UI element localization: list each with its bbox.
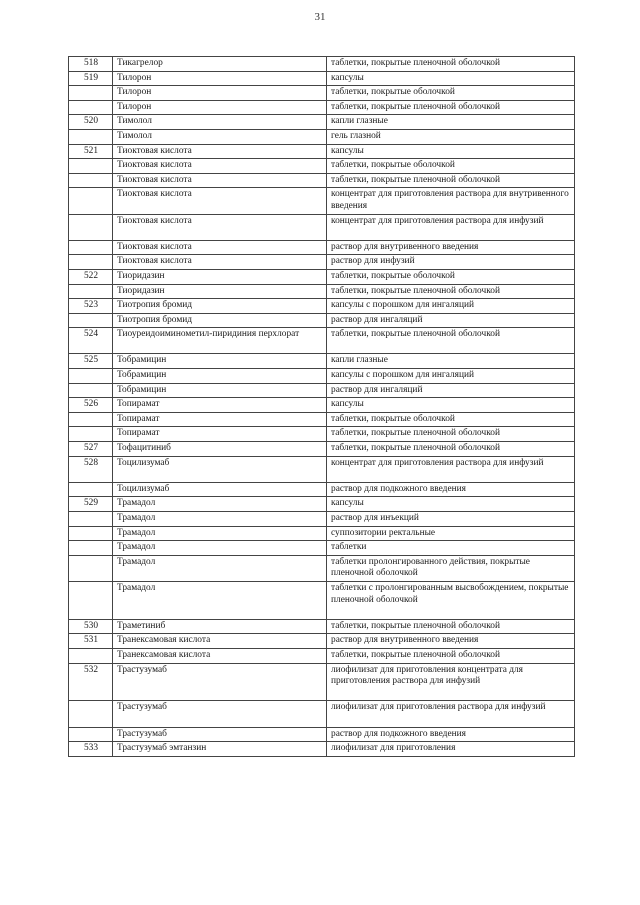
drug-name-cell: Тоцилизумаб [113,482,327,497]
table-row [69,188,575,214]
drug-name-cell: Тиоридазин [113,269,327,284]
row-number-cell: 528 [69,456,113,482]
row-number-cell: 530 [69,619,113,634]
dosage-form-cell: раствор для инфузий [327,255,575,270]
drug-name-cell: Тиоктовая кислота [113,240,327,255]
table-row [69,299,575,314]
table-row [69,581,575,619]
dosage-form-cell: раствор для инъекций [327,512,575,527]
table-row [69,648,575,663]
dosage-form-cell: суппозитории ректальные [327,526,575,541]
drug-name-cell: Топирамат [113,412,327,427]
table-row [69,383,575,398]
row-number-cell: 519 [69,71,113,86]
dosage-form-cell: концентрат для приготовления раствора для инфузий [327,456,575,482]
table-row [69,512,575,527]
table-row [69,541,575,556]
drug-name-cell: Тимолол [113,129,327,144]
drug-name-cell: Тобрамицин [113,369,327,384]
row-number-cell: 533 [69,742,113,757]
table-row [69,442,575,457]
dosage-form-cell: лиофилизат для приготовления концентрата для приготовления раствора для инфузий [327,663,575,701]
dosage-form-cell: таблетки, покрытые пленочной оболочкой [327,648,575,663]
table-row [69,100,575,115]
row-number-cell: 524 [69,328,113,354]
row-number-cell [69,482,113,497]
drug-name-cell: Тиоктовая кислота [113,255,327,270]
row-number-cell [69,427,113,442]
row-number-cell: 523 [69,299,113,314]
table-row [69,526,575,541]
drug-name-cell: Трастузумаб [113,727,327,742]
drug-name-cell: Трамадол [113,512,327,527]
table-row [69,214,575,240]
dosage-form-cell: капли глазные [327,115,575,130]
dosage-form-cell: таблетки пролонгированного действия, покрытые пленочной оболочкой [327,555,575,581]
row-number-cell [69,86,113,101]
table-row [69,398,575,413]
row-number-cell [69,129,113,144]
dosage-form-cell: капсулы [327,497,575,512]
table-row [69,284,575,299]
page-number: 31 [314,11,326,23]
table-row [69,412,575,427]
dosage-form-cell: капсулы с порошком для ингаляций [327,369,575,384]
table-row [69,663,575,701]
dosage-form-cell: таблетки, покрытые пленочной оболочкой [327,328,575,354]
row-number-cell: 521 [69,144,113,159]
dosage-form-cell: раствор для внутривенного введения [327,634,575,649]
drug-name-cell: Транексамовая кислота [113,648,327,663]
dosage-form-cell: таблетки, покрытые пленочной оболочкой [327,427,575,442]
drug-name-cell: Тобрамицин [113,354,327,369]
drug-name-cell: Тиоридазин [113,284,327,299]
row-number-cell [69,412,113,427]
row-number-cell: 525 [69,354,113,369]
table-row [69,86,575,101]
row-number-cell: 527 [69,442,113,457]
row-number-cell [69,159,113,174]
row-number-cell: 522 [69,269,113,284]
table-row [69,71,575,86]
dosage-form-cell: таблетки, покрытые оболочкой [327,269,575,284]
table-row [69,313,575,328]
table-row [69,269,575,284]
row-number-cell [69,512,113,527]
table-row [69,369,575,384]
dosage-form-cell: таблетки [327,541,575,556]
dosage-form-cell: таблетки, покрытые пленочной оболочкой [327,100,575,115]
drug-name-cell: Топирамат [113,427,327,442]
table-row [69,129,575,144]
dosage-form-cell: капли глазные [327,354,575,369]
dosage-form-cell: капсулы [327,398,575,413]
table-row [69,497,575,512]
drug-name-cell: Трамадол [113,497,327,512]
dosage-form-cell: раствор для внутривенного введения [327,240,575,255]
dosage-form-cell: капсулы с порошком для ингаляций [327,299,575,314]
table-row [69,482,575,497]
drug-name-cell: Тиоктовая кислота [113,173,327,188]
table-row [69,144,575,159]
dosage-form-cell: раствор для подкожного введения [327,727,575,742]
dosage-form-cell: лиофилизат для приготовления раствора для инфузий [327,701,575,727]
row-number-cell [69,284,113,299]
drug-name-cell: Тилорон [113,71,327,86]
row-number-cell [69,255,113,270]
row-number-cell [69,541,113,556]
drug-name-cell: Топирамат [113,398,327,413]
table-row [69,173,575,188]
row-number-cell [69,369,113,384]
drug-name-cell: Тиоктовая кислота [113,144,327,159]
table-row [69,427,575,442]
row-number-cell [69,701,113,727]
drug-name-cell: Транексамовая кислота [113,634,327,649]
dosage-form-cell: гель глазной [327,129,575,144]
row-number-cell [69,173,113,188]
table-row [69,555,575,581]
row-number-cell [69,100,113,115]
drug-name-cell: Трастузумаб [113,663,327,701]
drug-name-cell: Траметиниб [113,619,327,634]
table-row [69,456,575,482]
table-row [69,742,575,757]
drug-name-cell: Трамадол [113,541,327,556]
table-row [69,354,575,369]
row-number-cell [69,555,113,581]
drug-table [68,56,575,757]
drug-name-cell: Тоцилизумаб [113,456,327,482]
row-number-cell: 532 [69,663,113,701]
row-number-cell [69,188,113,214]
row-number-cell [69,240,113,255]
drug-name-cell: Тиоуреидоиминометил-пиридиния перхлорат [113,328,327,354]
dosage-form-cell: таблетки, покрытые пленочной оболочкой [327,619,575,634]
dosage-form-cell: капсулы [327,144,575,159]
row-number-cell [69,383,113,398]
drug-name-cell: Тофацитиниб [113,442,327,457]
dosage-form-cell: таблетки, покрытые пленочной оболочкой [327,442,575,457]
row-number-cell [69,313,113,328]
row-number-cell: 526 [69,398,113,413]
row-number-cell [69,526,113,541]
dosage-form-cell: концентрат для приготовления раствора для внутривенного введения [327,188,575,214]
dosage-form-cell: раствор для подкожного введения [327,482,575,497]
drug-name-cell: Тикагрелор [113,57,327,72]
table-row [69,115,575,130]
dosage-form-cell: таблетки, покрытые пленочной оболочкой [327,173,575,188]
drug-name-cell: Тиоктовая кислота [113,159,327,174]
table-row [69,328,575,354]
drug-name-cell: Тиоктовая кислота [113,188,327,214]
drug-name-cell: Тобрамицин [113,383,327,398]
dosage-form-cell: таблетки с пролонгированным высвобождением, покрытые пленочной оболочкой [327,581,575,619]
drug-name-cell: Тимолол [113,115,327,130]
table-row [69,57,575,72]
drug-name-cell: Тиотропия бромид [113,299,327,314]
row-number-cell [69,214,113,240]
drug-name-cell: Тилорон [113,86,327,101]
dosage-form-cell: таблетки, покрытые оболочкой [327,86,575,101]
row-number-cell: 520 [69,115,113,130]
drug-name-cell: Трамадол [113,526,327,541]
table-row [69,240,575,255]
dosage-form-cell: таблетки, покрытые оболочкой [327,159,575,174]
row-number-cell: 518 [69,57,113,72]
row-number-cell [69,727,113,742]
drug-name-cell: Тиоктовая кислота [113,214,327,240]
table-row [69,255,575,270]
drug-name-cell: Тиотропия бромид [113,313,327,328]
drug-table-body [69,57,575,757]
table-row [69,634,575,649]
row-number-cell: 531 [69,634,113,649]
dosage-form-cell: таблетки, покрытые пленочной оболочкой [327,57,575,72]
drug-name-cell: Тилорон [113,100,327,115]
dosage-form-cell: таблетки, покрытые пленочной оболочкой [327,284,575,299]
dosage-form-cell: таблетки, покрытые оболочкой [327,412,575,427]
dosage-form-cell: раствор для ингаляций [327,383,575,398]
row-number-cell: 529 [69,497,113,512]
drug-name-cell: Трамадол [113,555,327,581]
dosage-form-cell: раствор для ингаляций [327,313,575,328]
table-row [69,619,575,634]
dosage-form-cell: капсулы [327,71,575,86]
dosage-form-cell: концентрат для приготовления раствора для инфузий [327,214,575,240]
row-number-cell [69,648,113,663]
drug-name-cell: Трамадол [113,581,327,619]
dosage-form-cell: лиофилизат для приготовления [327,742,575,757]
table-row [69,701,575,727]
table-row [69,159,575,174]
table-row [69,727,575,742]
drug-name-cell: Трастузумаб [113,701,327,727]
drug-name-cell: Трастузумаб эмтанзин [113,742,327,757]
row-number-cell [69,581,113,619]
